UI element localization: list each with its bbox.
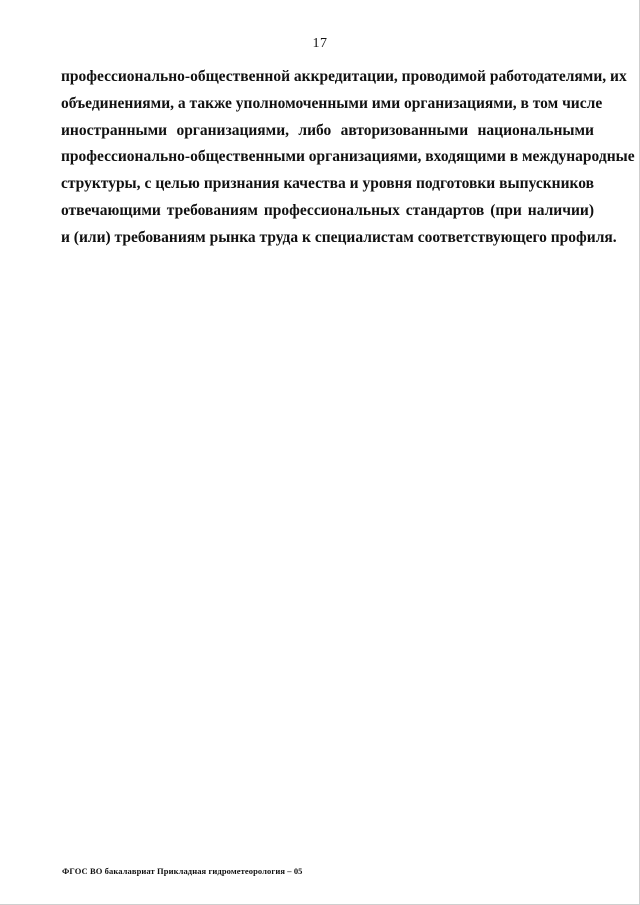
page-number: 17 xyxy=(312,36,328,51)
paragraph-line: отвечающими требованиям профессиональных стандартов (при наличии) xyxy=(61,201,594,219)
paragraph-line: и (или) требованиям рынка труда к специалистам соответствующего профиля. xyxy=(61,228,617,246)
paragraph-line: структуры, с целью признания качества и уровня подготовки выпускников xyxy=(61,175,594,193)
paragraph-line: профессионально-общественными организациями, входящими в международные xyxy=(61,148,635,166)
paragraph-line: объединениями, а также уполномоченными ими организациями, в том числе xyxy=(61,94,603,112)
page-footer: ФГОС ВО бакалавриат Прикладная гидрометеорология – 05 xyxy=(62,866,303,876)
body-paragraph xyxy=(61,64,635,252)
paragraph-line: профессионально-общественной аккредитации, проводимой работодателями, их xyxy=(61,68,627,85)
paragraph-line: иностранными организациями, либо авторизованными национальными xyxy=(61,121,594,139)
